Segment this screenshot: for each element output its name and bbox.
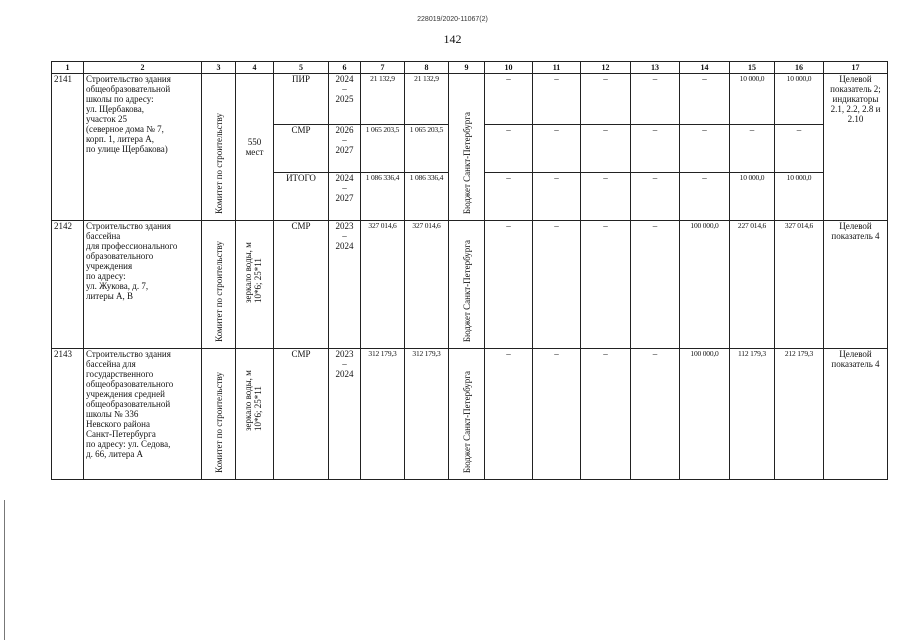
value-cell: 10 000,0 [730,173,775,221]
object-name: Строительство здания бассейна для профессионального образовательного учреждения по адресу: ул. Жукова, д. 7, литеры А, В [84,221,202,349]
financing: 312 179,3 [405,349,449,480]
value-cell: – [581,173,631,221]
work-type: СМР [274,125,329,173]
capacity-cell: зеркало воды, м 10*6; 25*11 [236,221,274,349]
row-number: 2142 [52,221,84,349]
total-cost: 312 179,3 [361,349,405,480]
budget-cell: Бюджет Санкт-Петербурга [449,221,485,349]
capacity-cell: зеркало воды, м 10*6; 25*11 [236,349,274,480]
value-cell: – [533,74,581,125]
value-cell: – [485,74,533,125]
value-cell: – [680,173,730,221]
value-cell: – [680,74,730,125]
target-indicator: Целевой показатель 4 [824,349,888,480]
value-cell: – [581,74,631,125]
value-cell: 227 014,6 [730,221,775,349]
financing: 1 086 336,4 [405,173,449,221]
value-cell: – [581,221,631,349]
column-header: 2 [84,62,202,74]
value-cell: – [631,221,680,349]
column-header: 16 [775,62,824,74]
table-row [52,74,888,125]
period: 2023 – 2024 [329,349,361,480]
value-cell: 327 014,6 [775,221,824,349]
value-cell: – [485,221,533,349]
financing: 327 014,6 [405,221,449,349]
value-cell: – [581,349,631,480]
column-header: 8 [405,62,449,74]
value-cell: 10 000,0 [775,173,824,221]
value-cell: 10 000,0 [775,74,824,125]
value-cell: – [485,349,533,480]
value-cell: – [631,349,680,480]
value-cell: 100 000,0 [680,221,730,349]
value-cell: 212 179,3 [775,349,824,480]
period: 2023 – 2024 [329,221,361,349]
value-cell: – [680,125,730,173]
total-cost: 21 132,9 [361,74,405,125]
customer-cell: Комитет по строительству [202,349,236,480]
customer-cell: Комитет по строительству [202,74,236,221]
total-cost: 327 014,6 [361,221,405,349]
column-header: 17 [824,62,888,74]
value-cell: – [581,125,631,173]
value-cell: – [485,173,533,221]
value-cell: – [533,221,581,349]
value-cell: – [631,173,680,221]
document-id: 228019/2020-11067(2) [417,16,488,23]
value-cell: 112 179,3 [730,349,775,480]
column-header: 1 [52,62,84,74]
column-header: 14 [680,62,730,74]
value-cell: 100 000,0 [680,349,730,480]
column-header: 13 [631,62,680,74]
column-header: 5 [274,62,329,74]
value-cell: – [730,125,775,173]
column-header: 3 [202,62,236,74]
table-row [52,221,888,349]
budget-cell: Бюджет Санкт-Петербурга [449,74,485,221]
financing: 21 132,9 [405,74,449,125]
value-cell: – [533,173,581,221]
value-cell: – [631,125,680,173]
value-cell: – [631,74,680,125]
value-cell: – [533,349,581,480]
total-cost: 1 086 336,4 [361,173,405,221]
row-number: 2141 [52,74,84,221]
object-name: Строительство здания бассейна для государственного общеобразовательного учреждения средней общеобразовательной школы № 336 Невского района Санкт-Петербурга по адресу: ул. Седова, д. 66, литера А [84,349,202,480]
column-header: 7 [361,62,405,74]
work-type: ПИР [274,74,329,125]
row-number: 2143 [52,349,84,480]
column-header: 4 [236,62,274,74]
page-number: 142 [443,32,462,46]
budget-cell: Бюджет Санкт-Петербурга [449,349,485,480]
capacity-cell: 550 мест [236,74,274,221]
period: 2024 – 2027 [329,173,361,221]
period: 2026 – 2027 [329,125,361,173]
target-indicator: Целевой показатель 4 [824,221,888,349]
column-header: 11 [533,62,581,74]
value-cell: 10 000,0 [730,74,775,125]
column-number-row [52,62,888,74]
investment-table [51,61,888,480]
work-type: ИТОГО [274,173,329,221]
target-indicator: Целевой показатель 2; индикаторы 2.1, 2.2, 2.8 и 2.10 [824,74,888,221]
column-header: 9 [449,62,485,74]
value-cell: – [775,125,824,173]
work-type: СМР [274,349,329,480]
column-header: 12 [581,62,631,74]
financing: 1 065 203,5 [405,125,449,173]
customer-cell: Комитет по строительству [202,221,236,349]
column-header: 10 [485,62,533,74]
work-type: СМР [274,221,329,349]
column-header: 6 [329,62,361,74]
value-cell: – [533,125,581,173]
scan-edge-line [4,500,5,640]
value-cell: – [485,125,533,173]
total-cost: 1 065 203,5 [361,125,405,173]
column-header: 15 [730,62,775,74]
period: 2024 – 2025 [329,74,361,125]
object-name: Строительство здания общеобразовательной школы по адресу: ул. Щербакова, участок 25 (северное дома № 7, корп. 1, литера А, по улице Щербакова) [84,74,202,221]
table-row [52,349,888,480]
